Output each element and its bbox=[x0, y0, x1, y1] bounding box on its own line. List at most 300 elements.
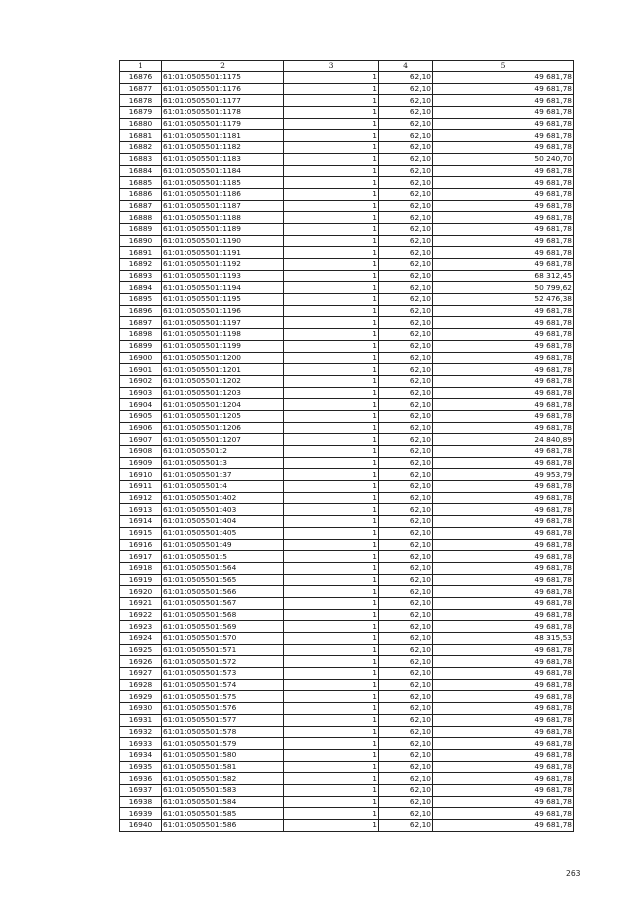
row-number-cell: 16906 bbox=[120, 422, 162, 434]
cadastral-value-cell: 49 681,78 bbox=[433, 107, 574, 119]
cadastral-value-cell: 49 681,78 bbox=[433, 352, 574, 364]
area-cell: 62,10 bbox=[379, 223, 433, 235]
table-row bbox=[120, 422, 574, 434]
quantity-cell: 1 bbox=[284, 469, 379, 481]
table-row bbox=[120, 282, 574, 294]
area-cell: 62,10 bbox=[379, 142, 433, 154]
cadastral-number-cell: 61:01:0505501:1197 bbox=[162, 317, 284, 329]
cadastral-number-cell: 61:01:0505501:1193 bbox=[162, 270, 284, 282]
row-number-cell: 16937 bbox=[120, 784, 162, 796]
cadastral-value-cell: 50 240,70 bbox=[433, 153, 574, 165]
cadastral-number-cell: 61:01:0505501:1189 bbox=[162, 223, 284, 235]
area-cell: 62,10 bbox=[379, 551, 433, 563]
row-number-cell: 16922 bbox=[120, 609, 162, 621]
cadastral-number-cell: 61:01:0505501:576 bbox=[162, 703, 284, 715]
cadastral-value-cell: 49 681,78 bbox=[433, 679, 574, 691]
area-cell: 62,10 bbox=[379, 130, 433, 142]
cadastral-number-cell: 61:01:0505501:579 bbox=[162, 738, 284, 750]
cadastral-number-cell: 61:01:0505501:577 bbox=[162, 714, 284, 726]
area-cell: 62,10 bbox=[379, 294, 433, 306]
area-cell: 62,10 bbox=[379, 808, 433, 820]
cadastral-number-cell: 61:01:0505501:1203 bbox=[162, 387, 284, 399]
cadastral-number-cell: 61:01:0505501:567 bbox=[162, 597, 284, 609]
row-number-cell: 16939 bbox=[120, 808, 162, 820]
cadastral-number-cell: 61:01:0505501:1176 bbox=[162, 83, 284, 95]
area-cell: 62,10 bbox=[379, 352, 433, 364]
row-number-cell: 16914 bbox=[120, 516, 162, 528]
table-row bbox=[120, 714, 574, 726]
cadastral-number-cell: 61:01:0505501:1183 bbox=[162, 153, 284, 165]
table-row bbox=[120, 773, 574, 785]
quantity-cell: 1 bbox=[284, 153, 379, 165]
cadastral-value-cell: 49 681,78 bbox=[433, 165, 574, 177]
row-number-cell: 16876 bbox=[120, 72, 162, 84]
table-row bbox=[120, 796, 574, 808]
quantity-cell: 1 bbox=[284, 551, 379, 563]
row-number-cell: 16913 bbox=[120, 504, 162, 516]
row-number-cell: 16904 bbox=[120, 399, 162, 411]
quantity-cell: 1 bbox=[284, 796, 379, 808]
row-number-cell: 16878 bbox=[120, 95, 162, 107]
row-number-cell: 16893 bbox=[120, 270, 162, 282]
cadastral-number-cell: 61:01:0505501:572 bbox=[162, 656, 284, 668]
quantity-cell: 1 bbox=[284, 130, 379, 142]
area-cell: 62,10 bbox=[379, 562, 433, 574]
area-cell: 62,10 bbox=[379, 714, 433, 726]
table-row bbox=[120, 644, 574, 656]
quantity-cell: 1 bbox=[284, 410, 379, 422]
table-row bbox=[120, 142, 574, 154]
column-header-3: 3 bbox=[284, 61, 379, 72]
quantity-cell: 1 bbox=[284, 142, 379, 154]
quantity-cell: 1 bbox=[284, 668, 379, 680]
quantity-cell: 1 bbox=[284, 749, 379, 761]
quantity-cell: 1 bbox=[284, 691, 379, 703]
table-row bbox=[120, 387, 574, 399]
quantity-cell: 1 bbox=[284, 83, 379, 95]
quantity-cell: 1 bbox=[284, 784, 379, 796]
quantity-cell: 1 bbox=[284, 703, 379, 715]
row-number-cell: 16877 bbox=[120, 83, 162, 95]
area-cell: 62,10 bbox=[379, 749, 433, 761]
area-cell: 62,10 bbox=[379, 247, 433, 259]
cadastral-value-cell: 24 840,89 bbox=[433, 434, 574, 446]
cadastral-number-cell: 61:01:0505501:575 bbox=[162, 691, 284, 703]
table-row bbox=[120, 340, 574, 352]
area-cell: 62,10 bbox=[379, 738, 433, 750]
quantity-cell: 1 bbox=[284, 107, 379, 119]
area-cell: 62,10 bbox=[379, 539, 433, 551]
cadastral-number-cell: 61:01:0505501:405 bbox=[162, 527, 284, 539]
cadastral-value-cell: 49 681,78 bbox=[433, 527, 574, 539]
cadastral-value-cell: 50 799,62 bbox=[433, 282, 574, 294]
cadastral-number-cell: 61:01:0505501:568 bbox=[162, 609, 284, 621]
quantity-cell: 1 bbox=[284, 188, 379, 200]
row-number-cell: 16919 bbox=[120, 574, 162, 586]
cadastral-number-cell: 61:01:0505501:1195 bbox=[162, 294, 284, 306]
quantity-cell: 1 bbox=[284, 375, 379, 387]
row-number-cell: 16883 bbox=[120, 153, 162, 165]
quantity-cell: 1 bbox=[284, 200, 379, 212]
cadastral-number-cell: 61:01:0505501:1207 bbox=[162, 434, 284, 446]
cadastral-value-cell: 49 681,78 bbox=[433, 562, 574, 574]
cadastral-number-cell: 61:01:0505501:1200 bbox=[162, 352, 284, 364]
row-number-cell: 16938 bbox=[120, 796, 162, 808]
cadastral-value-cell: 49 681,78 bbox=[433, 481, 574, 493]
table-row bbox=[120, 259, 574, 271]
cadastral-number-cell: 61:01:0505501:404 bbox=[162, 516, 284, 528]
table-body bbox=[120, 72, 574, 832]
area-cell: 62,10 bbox=[379, 259, 433, 271]
cadastral-value-cell: 49 681,78 bbox=[433, 586, 574, 598]
cadastral-value-cell: 49 681,78 bbox=[433, 714, 574, 726]
cadastral-value-cell: 49 681,78 bbox=[433, 95, 574, 107]
area-cell: 62,10 bbox=[379, 270, 433, 282]
row-number-cell: 16884 bbox=[120, 165, 162, 177]
area-cell: 62,10 bbox=[379, 375, 433, 387]
table-row bbox=[120, 808, 574, 820]
table-row bbox=[120, 118, 574, 130]
cadastral-number-cell: 61:01:0505501:565 bbox=[162, 574, 284, 586]
row-number-cell: 16931 bbox=[120, 714, 162, 726]
table-row bbox=[120, 527, 574, 539]
quantity-cell: 1 bbox=[284, 820, 379, 832]
cadastral-number-cell: 61:01:0505501:564 bbox=[162, 562, 284, 574]
quantity-cell: 1 bbox=[284, 539, 379, 551]
area-cell: 62,10 bbox=[379, 72, 433, 84]
table-row bbox=[120, 586, 574, 598]
area-cell: 62,10 bbox=[379, 656, 433, 668]
quantity-cell: 1 bbox=[284, 574, 379, 586]
table-row bbox=[120, 107, 574, 119]
quantity-cell: 1 bbox=[284, 247, 379, 259]
area-cell: 62,10 bbox=[379, 177, 433, 189]
page-number: 263 bbox=[566, 869, 581, 878]
table-row bbox=[120, 410, 574, 422]
area-cell: 62,10 bbox=[379, 668, 433, 680]
row-number-cell: 16923 bbox=[120, 621, 162, 633]
area-cell: 62,10 bbox=[379, 691, 433, 703]
cadastral-number-cell: 61:01:0505501:582 bbox=[162, 773, 284, 785]
table-row bbox=[120, 504, 574, 516]
cadastral-value-cell: 49 681,78 bbox=[433, 796, 574, 808]
row-number-cell: 16927 bbox=[120, 668, 162, 680]
quantity-cell: 1 bbox=[284, 481, 379, 493]
area-cell: 62,10 bbox=[379, 329, 433, 341]
quantity-cell: 1 bbox=[284, 621, 379, 633]
cadastral-value-cell: 49 681,78 bbox=[433, 808, 574, 820]
area-cell: 62,10 bbox=[379, 504, 433, 516]
column-header-5: 5 bbox=[433, 61, 574, 72]
area-cell: 62,10 bbox=[379, 118, 433, 130]
table-row bbox=[120, 551, 574, 563]
row-number-cell: 16933 bbox=[120, 738, 162, 750]
cadastral-value-cell: 49 681,78 bbox=[433, 399, 574, 411]
table-row bbox=[120, 656, 574, 668]
area-cell: 62,10 bbox=[379, 761, 433, 773]
table-row bbox=[120, 364, 574, 376]
table-row bbox=[120, 200, 574, 212]
table-row bbox=[120, 679, 574, 691]
table-row bbox=[120, 668, 574, 680]
cadastral-number-cell: 61:01:0505501:581 bbox=[162, 761, 284, 773]
cadastral-number-cell: 61:01:0505501:49 bbox=[162, 539, 284, 551]
table-row bbox=[120, 574, 574, 586]
area-cell: 62,10 bbox=[379, 364, 433, 376]
quantity-cell: 1 bbox=[284, 597, 379, 609]
area-cell: 62,10 bbox=[379, 387, 433, 399]
area-cell: 62,10 bbox=[379, 633, 433, 645]
area-cell: 62,10 bbox=[379, 165, 433, 177]
cadastral-number-cell: 61:01:0505501:574 bbox=[162, 679, 284, 691]
quantity-cell: 1 bbox=[284, 656, 379, 668]
area-cell: 62,10 bbox=[379, 200, 433, 212]
cadastral-value-cell: 49 681,78 bbox=[433, 340, 574, 352]
area-cell: 62,10 bbox=[379, 153, 433, 165]
table-row bbox=[120, 83, 574, 95]
quantity-cell: 1 bbox=[284, 387, 379, 399]
cadastral-number-cell: 61:01:0505501:3 bbox=[162, 457, 284, 469]
cadastral-number-cell: 61:01:0505501:1199 bbox=[162, 340, 284, 352]
quantity-cell: 1 bbox=[284, 738, 379, 750]
cadastral-value-cell: 49 681,78 bbox=[433, 551, 574, 563]
cadastral-value-cell: 49 681,78 bbox=[433, 118, 574, 130]
quantity-cell: 1 bbox=[284, 399, 379, 411]
cadastral-value-cell: 49 681,78 bbox=[433, 317, 574, 329]
table-row bbox=[120, 247, 574, 259]
quantity-cell: 1 bbox=[284, 329, 379, 341]
row-number-cell: 16917 bbox=[120, 551, 162, 563]
cadastral-number-cell: 61:01:0505501:1179 bbox=[162, 118, 284, 130]
table-row bbox=[120, 820, 574, 832]
area-cell: 62,10 bbox=[379, 492, 433, 504]
cadastral-number-cell: 61:01:0505501:1194 bbox=[162, 282, 284, 294]
table-row bbox=[120, 317, 574, 329]
quantity-cell: 1 bbox=[284, 282, 379, 294]
cadastral-number-cell: 61:01:0505501:1201 bbox=[162, 364, 284, 376]
quantity-cell: 1 bbox=[284, 644, 379, 656]
cadastral-value-cell: 49 681,78 bbox=[433, 504, 574, 516]
table-row bbox=[120, 633, 574, 645]
row-number-cell: 16879 bbox=[120, 107, 162, 119]
quantity-cell: 1 bbox=[284, 340, 379, 352]
cadastral-number-cell: 61:01:0505501:4 bbox=[162, 481, 284, 493]
cadastral-number-cell: 61:01:0505501:402 bbox=[162, 492, 284, 504]
row-number-cell: 16897 bbox=[120, 317, 162, 329]
cadastral-number-cell: 61:01:0505501:566 bbox=[162, 586, 284, 598]
row-number-cell: 16940 bbox=[120, 820, 162, 832]
cadastral-value-cell: 49 681,78 bbox=[433, 200, 574, 212]
cadastral-value-cell: 49 681,78 bbox=[433, 703, 574, 715]
cadastral-value-cell: 49 681,78 bbox=[433, 784, 574, 796]
registry-table bbox=[119, 60, 574, 832]
area-cell: 62,10 bbox=[379, 609, 433, 621]
cadastral-number-cell: 61:01:0505501:1184 bbox=[162, 165, 284, 177]
table-row bbox=[120, 223, 574, 235]
cadastral-value-cell: 49 681,78 bbox=[433, 247, 574, 259]
area-cell: 62,10 bbox=[379, 820, 433, 832]
table-row bbox=[120, 305, 574, 317]
area-cell: 62,10 bbox=[379, 83, 433, 95]
quantity-cell: 1 bbox=[284, 586, 379, 598]
row-number-cell: 16932 bbox=[120, 726, 162, 738]
area-cell: 62,10 bbox=[379, 95, 433, 107]
row-number-cell: 16926 bbox=[120, 656, 162, 668]
quantity-cell: 1 bbox=[284, 352, 379, 364]
quantity-cell: 1 bbox=[284, 223, 379, 235]
row-number-cell: 16916 bbox=[120, 539, 162, 551]
cadastral-value-cell: 49 681,78 bbox=[433, 492, 574, 504]
area-cell: 62,10 bbox=[379, 726, 433, 738]
quantity-cell: 1 bbox=[284, 259, 379, 271]
area-cell: 62,10 bbox=[379, 481, 433, 493]
table-row bbox=[120, 784, 574, 796]
area-cell: 62,10 bbox=[379, 784, 433, 796]
area-cell: 62,10 bbox=[379, 305, 433, 317]
row-number-cell: 16915 bbox=[120, 527, 162, 539]
table-row bbox=[120, 457, 574, 469]
row-number-cell: 16903 bbox=[120, 387, 162, 399]
table-row bbox=[120, 434, 574, 446]
cadastral-number-cell: 61:01:0505501:1177 bbox=[162, 95, 284, 107]
table-row bbox=[120, 294, 574, 306]
cadastral-number-cell: 61:01:0505501:1186 bbox=[162, 188, 284, 200]
area-cell: 62,10 bbox=[379, 469, 433, 481]
row-number-cell: 16898 bbox=[120, 329, 162, 341]
cadastral-number-cell: 61:01:0505501:5 bbox=[162, 551, 284, 563]
cadastral-value-cell: 49 681,78 bbox=[433, 446, 574, 458]
quantity-cell: 1 bbox=[284, 364, 379, 376]
cadastral-number-cell: 61:01:0505501:1191 bbox=[162, 247, 284, 259]
row-number-cell: 16882 bbox=[120, 142, 162, 154]
cadastral-value-cell: 49 681,78 bbox=[433, 177, 574, 189]
table-row bbox=[120, 188, 574, 200]
cadastral-number-cell: 61:01:0505501:573 bbox=[162, 668, 284, 680]
area-cell: 62,10 bbox=[379, 399, 433, 411]
table-row bbox=[120, 691, 574, 703]
table-row bbox=[120, 469, 574, 481]
table-row bbox=[120, 492, 574, 504]
table-row bbox=[120, 235, 574, 247]
row-number-cell: 16895 bbox=[120, 294, 162, 306]
cadastral-value-cell: 49 681,78 bbox=[433, 130, 574, 142]
table-row bbox=[120, 481, 574, 493]
row-number-cell: 16930 bbox=[120, 703, 162, 715]
quantity-cell: 1 bbox=[284, 118, 379, 130]
row-number-cell: 16881 bbox=[120, 130, 162, 142]
cadastral-value-cell: 49 681,78 bbox=[433, 691, 574, 703]
area-cell: 62,10 bbox=[379, 317, 433, 329]
area-cell: 62,10 bbox=[379, 446, 433, 458]
row-number-cell: 16908 bbox=[120, 446, 162, 458]
quantity-cell: 1 bbox=[284, 235, 379, 247]
quantity-cell: 1 bbox=[284, 305, 379, 317]
row-number-cell: 16936 bbox=[120, 773, 162, 785]
table-row bbox=[120, 446, 574, 458]
area-cell: 62,10 bbox=[379, 457, 433, 469]
table-row bbox=[120, 130, 574, 142]
column-header-2: 2 bbox=[162, 61, 284, 72]
quantity-cell: 1 bbox=[284, 317, 379, 329]
table-header-row bbox=[120, 61, 574, 72]
quantity-cell: 1 bbox=[284, 761, 379, 773]
table-row bbox=[120, 270, 574, 282]
area-cell: 62,10 bbox=[379, 796, 433, 808]
cadastral-value-cell: 49 681,78 bbox=[433, 375, 574, 387]
cadastral-number-cell: 61:01:0505501:569 bbox=[162, 621, 284, 633]
cadastral-value-cell: 49 681,78 bbox=[433, 738, 574, 750]
area-cell: 62,10 bbox=[379, 282, 433, 294]
cadastral-value-cell: 49 681,78 bbox=[433, 142, 574, 154]
row-number-cell: 16920 bbox=[120, 586, 162, 598]
row-number-cell: 16909 bbox=[120, 457, 162, 469]
area-cell: 62,10 bbox=[379, 516, 433, 528]
column-header-1: 1 bbox=[120, 61, 162, 72]
row-number-cell: 16886 bbox=[120, 188, 162, 200]
cadastral-number-cell: 61:01:0505501:1187 bbox=[162, 200, 284, 212]
row-number-cell: 16912 bbox=[120, 492, 162, 504]
area-cell: 62,10 bbox=[379, 644, 433, 656]
cadastral-value-cell: 49 681,78 bbox=[433, 597, 574, 609]
cadastral-number-cell: 61:01:0505501:1178 bbox=[162, 107, 284, 119]
table-row bbox=[120, 177, 574, 189]
table-row bbox=[120, 95, 574, 107]
row-number-cell: 16905 bbox=[120, 410, 162, 422]
row-number-cell: 16907 bbox=[120, 434, 162, 446]
quantity-cell: 1 bbox=[284, 492, 379, 504]
table-row bbox=[120, 621, 574, 633]
cadastral-value-cell: 49 681,78 bbox=[433, 609, 574, 621]
cadastral-value-cell: 49 681,78 bbox=[433, 621, 574, 633]
row-number-cell: 16887 bbox=[120, 200, 162, 212]
cadastral-value-cell: 49 681,78 bbox=[433, 188, 574, 200]
cadastral-value-cell: 49 681,78 bbox=[433, 422, 574, 434]
row-number-cell: 16934 bbox=[120, 749, 162, 761]
cadastral-number-cell: 61:01:0505501:1206 bbox=[162, 422, 284, 434]
table-row bbox=[120, 539, 574, 551]
area-cell: 62,10 bbox=[379, 773, 433, 785]
cadastral-value-cell: 49 681,78 bbox=[433, 539, 574, 551]
cadastral-number-cell: 61:01:0505501:1175 bbox=[162, 72, 284, 84]
table-row bbox=[120, 329, 574, 341]
quantity-cell: 1 bbox=[284, 516, 379, 528]
area-cell: 62,10 bbox=[379, 586, 433, 598]
cadastral-number-cell: 61:01:0505501:403 bbox=[162, 504, 284, 516]
cadastral-number-cell: 61:01:0505501:1202 bbox=[162, 375, 284, 387]
row-number-cell: 16921 bbox=[120, 597, 162, 609]
quantity-cell: 1 bbox=[284, 446, 379, 458]
cadastral-number-cell: 61:01:0505501:584 bbox=[162, 796, 284, 808]
row-number-cell: 16925 bbox=[120, 644, 162, 656]
quantity-cell: 1 bbox=[284, 95, 379, 107]
table-row bbox=[120, 738, 574, 750]
table-row bbox=[120, 597, 574, 609]
row-number-cell: 16885 bbox=[120, 177, 162, 189]
row-number-cell: 16910 bbox=[120, 469, 162, 481]
table-row bbox=[120, 761, 574, 773]
area-cell: 62,10 bbox=[379, 235, 433, 247]
area-cell: 62,10 bbox=[379, 410, 433, 422]
cadastral-value-cell: 49 681,78 bbox=[433, 212, 574, 224]
cadastral-value-cell: 49 681,78 bbox=[433, 223, 574, 235]
cadastral-value-cell: 49 681,78 bbox=[433, 83, 574, 95]
cadastral-value-cell: 49 681,78 bbox=[433, 644, 574, 656]
area-cell: 62,10 bbox=[379, 597, 433, 609]
cadastral-value-cell: 49 953,79 bbox=[433, 469, 574, 481]
cadastral-value-cell: 49 681,78 bbox=[433, 749, 574, 761]
cadastral-value-cell: 49 681,78 bbox=[433, 773, 574, 785]
quantity-cell: 1 bbox=[284, 72, 379, 84]
